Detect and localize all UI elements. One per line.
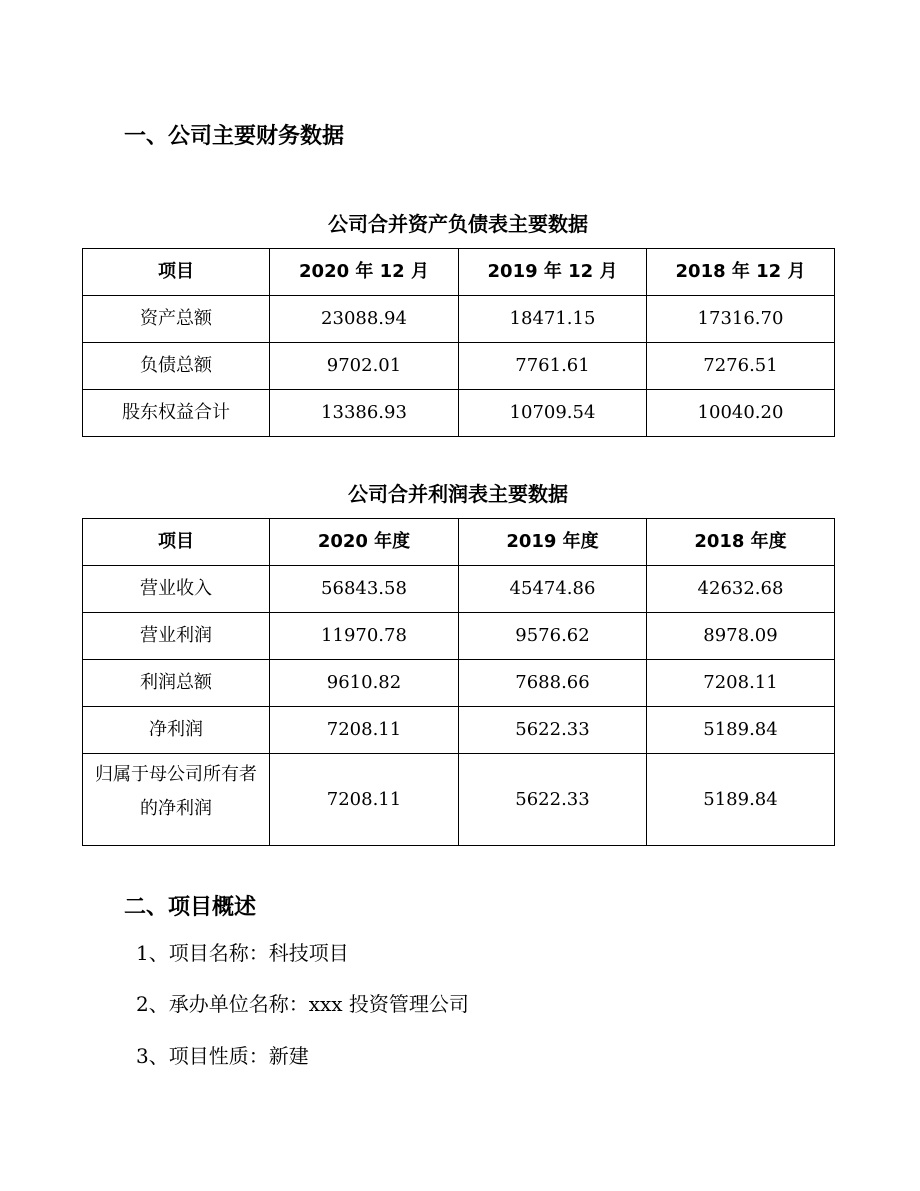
row-label: 营业利润: [83, 613, 270, 660]
table-cell: 5622.33: [459, 707, 647, 754]
table-row: [83, 296, 835, 343]
table-row: [83, 566, 835, 613]
row-label: 归属于母公司所有者的净利润: [83, 754, 270, 846]
table-cell: 8978.09: [647, 613, 835, 660]
row-label: 资产总额: [83, 296, 270, 343]
row-label: 净利润: [83, 707, 270, 754]
table-cell: 17316.70: [647, 296, 835, 343]
section-heading-project-overview: 二、项目概述: [124, 895, 257, 920]
income-statement-table-title: 公司合并利润表主要数据: [348, 482, 568, 506]
header-cell: 2020 年度: [270, 519, 459, 566]
row-label: 利润总额: [83, 660, 270, 707]
row-label: 负债总额: [83, 343, 270, 390]
header-cell: 项目: [83, 249, 270, 296]
header-cell: 项目: [83, 519, 270, 566]
table-cell: 13386.93: [270, 390, 459, 437]
header-cell: 2020 年 12 月: [270, 249, 459, 296]
table-row: [83, 613, 835, 660]
header-cell: 2019 年 12 月: [459, 249, 647, 296]
table-cell: 7208.11: [270, 754, 459, 846]
table-header-row: [83, 519, 835, 566]
table-row: [83, 390, 835, 437]
row-label: 营业收入: [83, 566, 270, 613]
table-cell: 5189.84: [647, 754, 835, 846]
table-cell: 7208.11: [647, 660, 835, 707]
balance-sheet-table-title: 公司合并资产负债表主要数据: [328, 212, 588, 236]
table-cell: 7761.61: [459, 343, 647, 390]
table-cell: 10040.20: [647, 390, 835, 437]
table-cell: 10709.54: [459, 390, 647, 437]
table-cell: 7276.51: [647, 343, 835, 390]
income-statement-table: [82, 518, 835, 846]
table-cell: 23088.94: [270, 296, 459, 343]
table-cell: 7208.11: [270, 707, 459, 754]
table-cell: 9610.82: [270, 660, 459, 707]
table-cell: 9702.01: [270, 343, 459, 390]
header-cell: 2019 年度: [459, 519, 647, 566]
overview-item-project-nature: 3、项目性质：新建: [136, 1044, 309, 1068]
row-label: 股东权益合计: [83, 390, 270, 437]
table-cell: 7688.66: [459, 660, 647, 707]
table-header-row: [83, 249, 835, 296]
table-cell: 11970.78: [270, 613, 459, 660]
table-cell: 42632.68: [647, 566, 835, 613]
section-heading-financial-data: 一、公司主要财务数据: [124, 124, 345, 149]
header-cell: 2018 年度: [647, 519, 835, 566]
table-cell: 45474.86: [459, 566, 647, 613]
table-row: [83, 660, 835, 707]
overview-item-organizer: 2、承办单位名称：xxx 投资管理公司: [136, 992, 469, 1016]
table-row: [83, 707, 835, 754]
table-row: [83, 754, 835, 846]
balance-sheet-table: [82, 248, 835, 437]
overview-item-project-name: 1、项目名称：科技项目: [136, 941, 349, 965]
header-cell: 2018 年 12 月: [647, 249, 835, 296]
table-cell: 5189.84: [647, 707, 835, 754]
table-cell: 18471.15: [459, 296, 647, 343]
table-cell: 56843.58: [270, 566, 459, 613]
table-row: [83, 343, 835, 390]
table-cell: 5622.33: [459, 754, 647, 846]
table-cell: 9576.62: [459, 613, 647, 660]
